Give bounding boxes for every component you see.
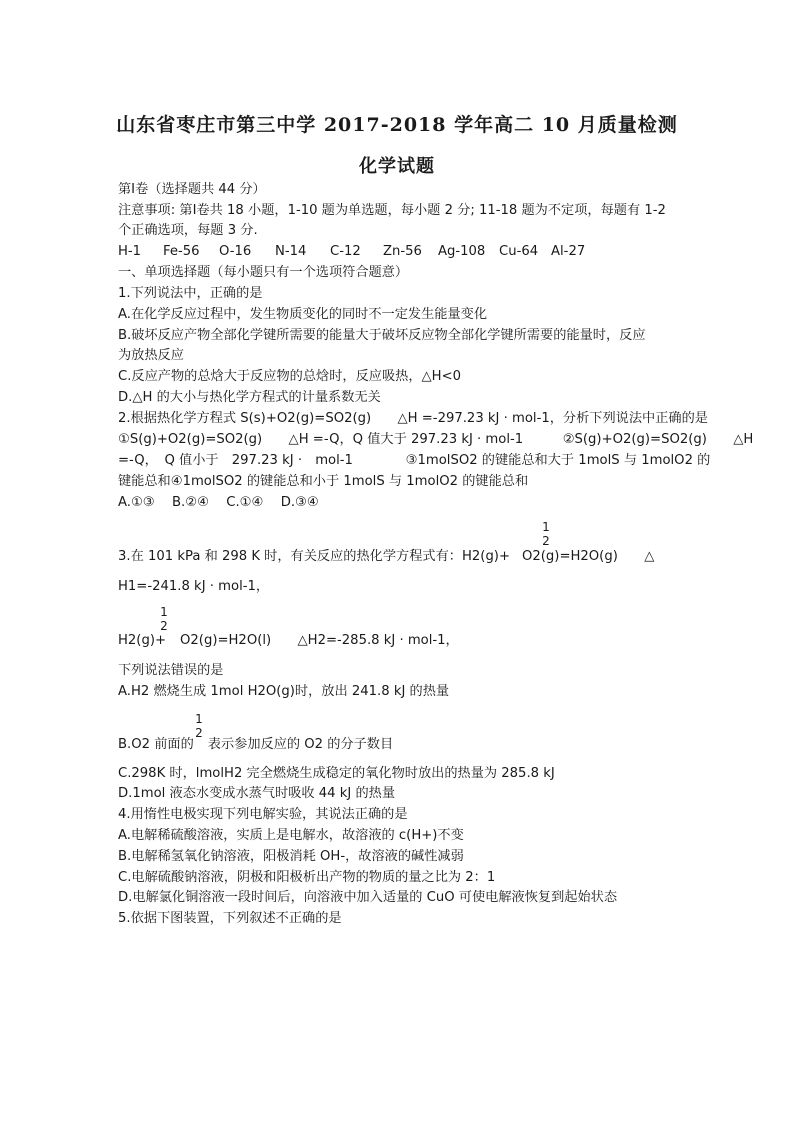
exam-title: 山东省枣庄市第三中学 2017-2018 学年高二 10 月质量检测 xyxy=(116,114,678,136)
q4-option-c: C.电解硫酸钠溶液，阴极和阳极析出产物的物质的量之比为 2：1 xyxy=(118,870,496,885)
q4-option-d: D.电解氯化铜溶液一段时间后，向溶液中加入适量的 CuO 可使电解液恢复到起始状态 xyxy=(118,890,618,905)
q2-line-1: 2.根据热化学方程式 S(s)+O2(g)=SO2(g) △H =-297.23 kJ · mol-1，分析下列说法中正确的是 xyxy=(118,411,708,426)
q4-option-a: A.电解稀硫酸溶液，实质上是电解水，故溶液的 c(H+)不变 xyxy=(118,828,464,843)
q2-line-2: ①S(g)+O2(g)=SO2(g) △H =-Q，Q 值大于 297.23 kJ · mol-1 ②S(g)+O2(g)=SO2(g) △H xyxy=(118,432,754,447)
atomic-mass: Al-27 xyxy=(551,244,586,259)
fraction-numerator: 1 xyxy=(195,712,203,726)
q1-stem: 1.下列说法中，正确的是 xyxy=(118,286,263,301)
notice-line-1: 注意事项: 第Ⅰ卷共 18 小题，1-10 题为单选题，每小题 2 分; 11-18 题为不定项，每题有 1-2 xyxy=(118,203,666,218)
q3-option-b-prefix: B.O2 前面的 xyxy=(118,737,194,752)
q3-option-c: C.298K 时，lmolH2 完全燃烧生成稳定的氧化物时放出的热量为 285.8 kJ xyxy=(118,766,555,781)
q3-line-3-suffix: O2(g)=H2O(l) △H2=-285.8 kJ · mol-1， xyxy=(180,633,459,648)
atomic-mass: O-16 xyxy=(219,244,252,259)
fraction-half xyxy=(540,520,552,548)
exam-subtitle: 化学试题 xyxy=(359,156,435,177)
atomic-mass: Fe-56 xyxy=(163,244,200,259)
q3-option-b xyxy=(118,736,688,754)
atomic-mass: H-1 xyxy=(118,244,142,259)
q3-line-4: 下列说法错误的是 xyxy=(118,663,224,678)
q1-option-b-cont: 为放热反应 xyxy=(118,348,184,363)
fraction-denominator: 2 xyxy=(160,619,168,633)
q2-line-4: 键能总和④1molSO2 的键能总和小于 1molS 与 1molO2 的键能总和 xyxy=(118,474,529,489)
q1-option-a: A.在化学反应过程中，发生物质变化的同时不一定发生能量变化 xyxy=(118,307,488,322)
q3-line-1 xyxy=(118,548,688,566)
fraction-half xyxy=(158,605,170,633)
q4-option-b: B.电解稀氢氧化钠溶液，阳极消耗 OH-，故溶液的碱性减弱 xyxy=(118,849,464,864)
atomic-mass: Zn-56 xyxy=(383,244,422,259)
q4-stem: 4.用惰性电极实现下列电解实验，其说法正确的是 xyxy=(118,807,408,822)
q1-option-d: D.△H 的大小与热化学方程式的计量系数无关 xyxy=(118,390,381,405)
q1-option-b: B.破坏反应产物全部化学键所需要的能量大于破坏反应物全部化学键所需要的能量时，反应 xyxy=(118,328,646,343)
q2-options: A.①③ B.②④ C.①④ D.③④ xyxy=(118,495,319,510)
atomic-mass: Ag-108 xyxy=(438,244,486,259)
atomic-mass: Cu-64 xyxy=(499,244,539,259)
notice-line-2: 个正确选项，每题 3 分. xyxy=(118,223,258,238)
q3-line-2: H1=-241.8 kJ · mol-1， xyxy=(118,579,270,594)
q3-option-a: A.H2 燃烧生成 1mol H2O(g)时，放出 241.8 kJ 的热量 xyxy=(118,684,450,699)
fraction-numerator: 1 xyxy=(542,520,550,534)
fraction-denominator: 2 xyxy=(542,534,550,548)
q2-line-3: =-Q， Q 值小于 297.23 kJ · mol-1 ③1molSO2 的键能总和大于 1molS 与 1molO2 的 xyxy=(118,453,711,468)
q3-line-3 xyxy=(118,632,688,650)
q1-option-c: C.反应产物的总焓大于反应物的总焓时，反应吸热，△H<0 xyxy=(118,369,462,384)
section-header: 第Ⅰ卷（选择题共 44 分） xyxy=(118,182,266,197)
q3-option-b-suffix: 表示参加反应的 O2 的分子数目 xyxy=(207,737,394,752)
atomic-mass: N-14 xyxy=(275,244,307,259)
atomic-mass: C-12 xyxy=(330,244,361,259)
q3-line-1-suffix: O2(g)=H2O(g) △ xyxy=(522,549,655,564)
fraction-numerator: 1 xyxy=(160,605,168,619)
q5-stem: 5.依据下图装置，下列叙述不正确的是 xyxy=(118,911,342,926)
part-title: 一、单项选择题（每小题只有一个选项符合题意） xyxy=(118,265,409,280)
q3-line-3-prefix: H2(g)+ xyxy=(118,633,167,648)
q3-option-d: D.1mol 液态水变成水蒸气时吸收 44 kJ 的热量 xyxy=(118,786,396,801)
q3-line-1-prefix: 3.在 101 kPa 和 298 K 时，有关反应的热化学方程式有：H2(g)+ xyxy=(118,549,511,564)
fraction-denominator: 2 xyxy=(195,726,203,740)
